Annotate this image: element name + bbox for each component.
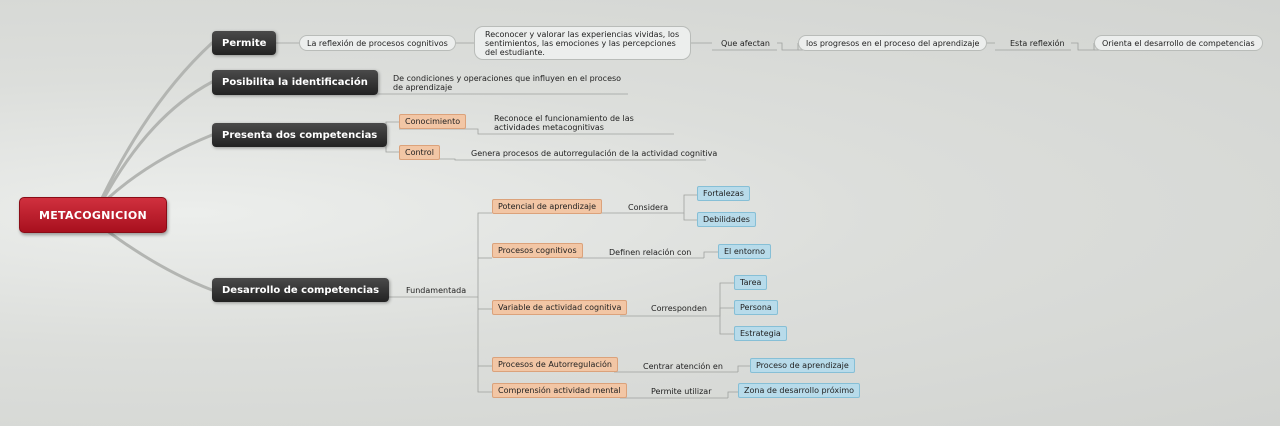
node-zona-desarrollo[interactable]: Zona de desarrollo próximo <box>738 383 860 398</box>
node-procesos-cognitivos[interactable]: Procesos cognitivos <box>492 243 583 258</box>
node-tarea[interactable]: Tarea <box>734 275 767 290</box>
label-esta-reflexion[interactable]: Esta reflexión <box>1010 39 1065 48</box>
node-control-desc[interactable]: Genera procesos de autorregulación de la actividad cognitiva <box>471 149 718 158</box>
connector-root-desarrollo <box>106 230 212 290</box>
node-condiciones-operaciones[interactable]: De condiciones y operaciones que influyen en el proceso de aprendizaje <box>393 74 622 92</box>
label-fundamentada[interactable]: Fundamentada <box>406 286 467 295</box>
node-control[interactable]: Control <box>399 145 440 160</box>
label-corresponden[interactable]: Corresponden <box>651 304 707 313</box>
label-centrar-atencion[interactable]: Centrar atención en <box>643 362 723 371</box>
connector-root-posibilita <box>104 82 212 198</box>
node-variable-actividad[interactable]: Variable de actividad cognitiva <box>492 300 627 315</box>
node-estrategia[interactable]: Estrategia <box>734 326 787 341</box>
node-procesos-autorregulacion[interactable]: Procesos de Autorregulación <box>492 357 618 372</box>
root-node-metacognicion[interactable]: METACOGNICION <box>19 197 167 233</box>
label-permite-utilizar[interactable]: Permite utilizar <box>651 387 712 396</box>
node-reconocer-valorar[interactable]: Reconocer y valorar las experiencias vividas, los sentimientos, las emociones y las percepciones del estudiante. <box>474 26 691 60</box>
node-conocimiento[interactable]: Conocimiento <box>399 114 466 129</box>
node-persona[interactable]: Persona <box>734 300 778 315</box>
node-el-entorno[interactable]: El entorno <box>718 244 771 259</box>
node-potencial-aprendizaje[interactable]: Potencial de aprendizaje <box>492 199 602 214</box>
node-comprension-actividad[interactable]: Comprensión actividad mental <box>492 383 627 398</box>
topic-permite[interactable]: Permite <box>212 31 276 55</box>
label-definen-relacion[interactable]: Definen relación con <box>609 248 692 257</box>
topic-desarrollo-competencias[interactable]: Desarrollo de competencias <box>212 278 389 302</box>
topic-posibilita-identificacion[interactable]: Posibilita la identificación <box>212 70 378 95</box>
topic-presenta-competencias[interactable]: Presenta dos competencias <box>212 123 387 147</box>
label-que-afectan[interactable]: Que afectan <box>721 39 770 48</box>
node-reflexion-procesos[interactable]: La reflexión de procesos cognitivos <box>299 35 456 51</box>
label-considera[interactable]: Considera <box>628 203 669 212</box>
node-progresos-aprendizaje[interactable]: los progresos en el proceso del aprendizaje <box>798 35 987 51</box>
node-proceso-aprendizaje[interactable]: Proceso de aprendizaje <box>750 358 855 373</box>
node-orienta-desarrollo[interactable]: Orienta el desarrollo de competencias <box>1094 35 1263 51</box>
node-debilidades[interactable]: Debilidades <box>697 212 756 227</box>
node-conocimiento-desc[interactable]: Reconoce el funcionamiento de las actividades metacognitivas <box>494 114 634 132</box>
node-fortalezas[interactable]: Fortalezas <box>697 186 750 201</box>
